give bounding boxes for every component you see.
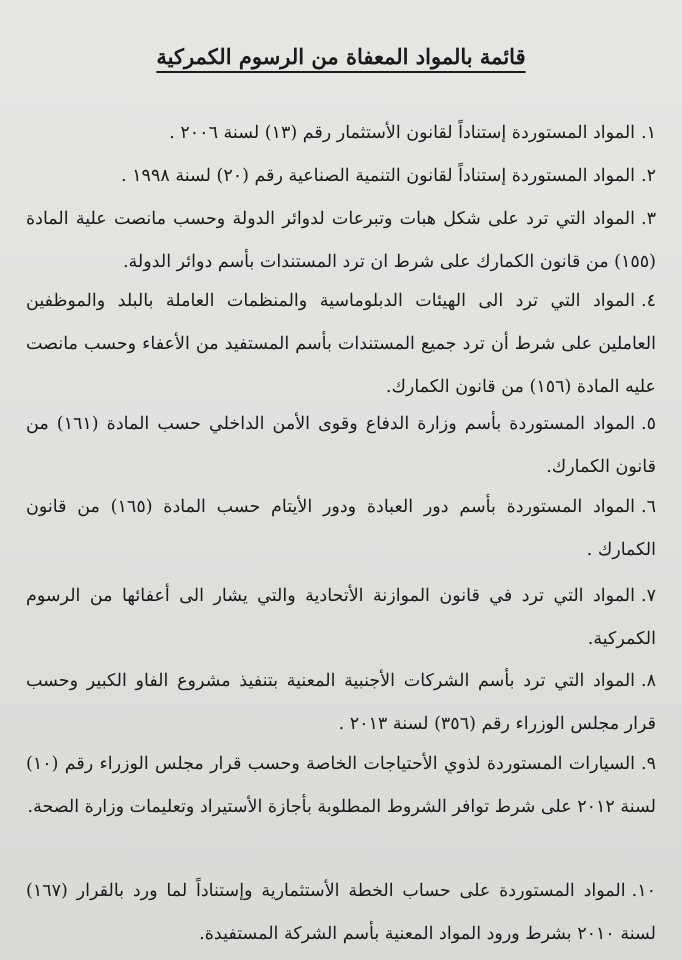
item-number: ١. xyxy=(641,123,656,143)
list-item xyxy=(26,155,656,198)
item-text: المواد المستوردة على حساب الخطة الأستثمارية وإستناداً لما ورد بالقرار (١٦٧) لسنة ٢٠١٠ بشرط ورود المواد المعنية بأسم الشركة المستفيدة. xyxy=(26,881,656,944)
item-text: المواد المستوردة إستناداً لقانون التنمية الصناعية رقم (٢٠) لسنة ١٩٩٨ . xyxy=(121,166,636,186)
item-number: ٢. xyxy=(641,166,656,186)
list-item xyxy=(26,112,656,155)
item-number: ١٠. xyxy=(631,881,656,901)
list-item xyxy=(26,198,656,284)
list-item xyxy=(26,486,656,572)
item-text: السيارات المستوردة لذوي الأحتياجات الخاصة وحسب قرار مجلس الوزراء رقم (١٠) لسنة ٢٠١٢ على شرط توافر الشروط المطلوبة بأجازة الأستيراد وتعليمات وزارة الصحة. xyxy=(26,754,656,817)
item-number: ٨. xyxy=(641,671,656,691)
list-item xyxy=(26,575,656,661)
item-text: المواد المستوردة بأسم دور العبادة ودور الأيتام حسب المادة (١٦٥) من قانون الكمارك . xyxy=(26,497,656,560)
item-text: المواد المستوردة بأسم وزارة الدفاع وقوى الأمن الداخلي حسب المادة (١٦١) من قانون الكمارك. xyxy=(26,414,656,477)
list-item xyxy=(26,743,656,829)
item-number: ٤. xyxy=(641,291,656,311)
item-number: ٥. xyxy=(641,414,656,434)
item-number: ٩. xyxy=(641,754,656,774)
item-text: المواد التي ترد الى الهيئات الدبلوماسية والمنظمات العاملة بالبلد والموظفين العاملين على شرط أن ترد جميع المستندات بأسم المستفيد من الأعفاء وحسب مانصت عليه المادة (١٥٦) من قانون الكمارك. xyxy=(26,291,656,397)
item-text: المواد التي ترد بأسم الشركات الأجنبية المعنية بتنفيذ مشروع الفاو الكبير وحسب قرار مجلس الوزراء رقم (٣٥٦) لسنة ٢٠١٣ . xyxy=(26,671,656,734)
item-text: المواد التي ترد في قانون الموازنة الأتحادية والتي يشار الى أعفائها من الرسوم الكمركية. xyxy=(26,586,656,649)
item-number: ٦. xyxy=(641,497,657,517)
item-text: المواد التي ترد على شكل هبات وتبرعات لدوائر الدولة وحسب مانصت علية المادة (١٥٥) من قانون الكمارك على شرط ان ترد المستندات بأسم دوائر الدولة. xyxy=(26,209,656,272)
list-item xyxy=(26,660,656,746)
item-number: ٧. xyxy=(641,586,656,606)
document-title: قائمة بالمواد المعفاة من الرسوم الكمركية xyxy=(156,44,526,69)
item-text: المواد المستوردة إستناداً لقانون الأستثمار رقم (١٣) لسنة ٢٠٠٦ . xyxy=(169,123,636,143)
list-item xyxy=(26,870,656,956)
list-item xyxy=(26,403,656,489)
item-number: ٣. xyxy=(641,209,656,229)
list-item xyxy=(26,280,656,409)
